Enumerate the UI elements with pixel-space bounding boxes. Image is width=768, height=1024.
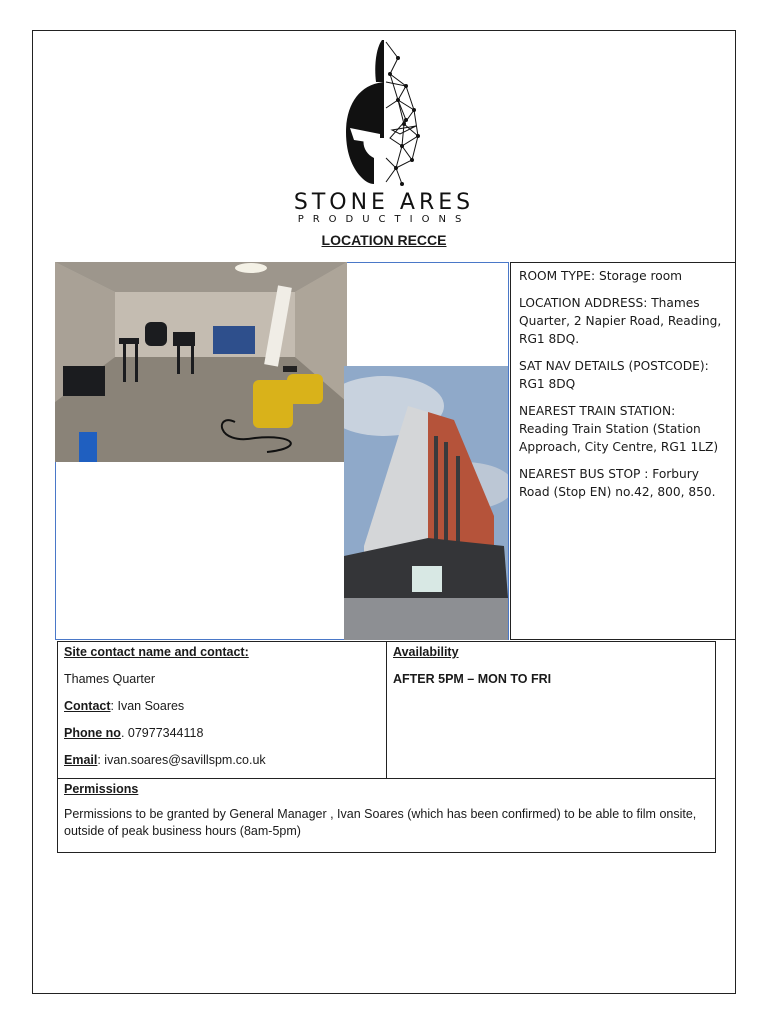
availability-cell <box>387 642 715 779</box>
site-contact-cell <box>58 642 387 779</box>
nearest-bus-stop: NEAREST BUS STOP : Forbury Road (Stop EN) no.42, 800, 850. <box>519 467 716 499</box>
email-value: : ivan.soares@savillspm.co.uk <box>97 753 266 767</box>
contact-table <box>57 641 716 853</box>
nearest-train-station: NEAREST TRAIN STATION: Reading Train Station (Station Approach, City Centre, RG1 1LZ) <box>519 404 719 454</box>
availability-heading: Availability <box>393 645 459 659</box>
phone-value: . 07977344118 <box>120 726 204 740</box>
permissions-cell <box>58 779 715 852</box>
contact-line <box>64 697 380 724</box>
brand-subtitle: PRODUCTIONS <box>297 214 471 225</box>
sat-nav-details: SAT NAV DETAILS (POSTCODE): RG1 8DQ <box>519 359 709 391</box>
availability-value: AFTER 5PM – MON TO FRI <box>393 672 552 686</box>
site-contact-heading: Site contact name and contact: <box>64 645 249 659</box>
room-type: ROOM TYPE: Storage room <box>519 269 683 283</box>
phone-label: Phone no <box>64 726 121 740</box>
site-name: Thames Quarter <box>64 672 156 686</box>
permissions-heading: Permissions <box>64 782 139 796</box>
contact-label: Contact <box>64 699 111 713</box>
phone-line <box>64 724 380 751</box>
email-label: Email <box>64 753 98 767</box>
location-info-box <box>510 262 736 640</box>
building-exterior-photo <box>344 366 508 640</box>
document-title: LOCATION RECCE <box>321 232 447 248</box>
permissions-text: Permissions to be granted by General Manager , Ivan Soares (which has been confirmed) to be able to film onsite, outside of peak business hours (8am-5pm) <box>64 807 697 838</box>
brand-name: STONE ARES <box>293 190 475 215</box>
storage-room-photo <box>55 262 347 462</box>
contact-value: : Ivan Soares <box>110 699 185 713</box>
email-line <box>64 751 380 778</box>
location-address: LOCATION ADDRESS: Thames Quarter, 2 Napier Road, Reading, RG1 8DQ. <box>519 296 722 346</box>
